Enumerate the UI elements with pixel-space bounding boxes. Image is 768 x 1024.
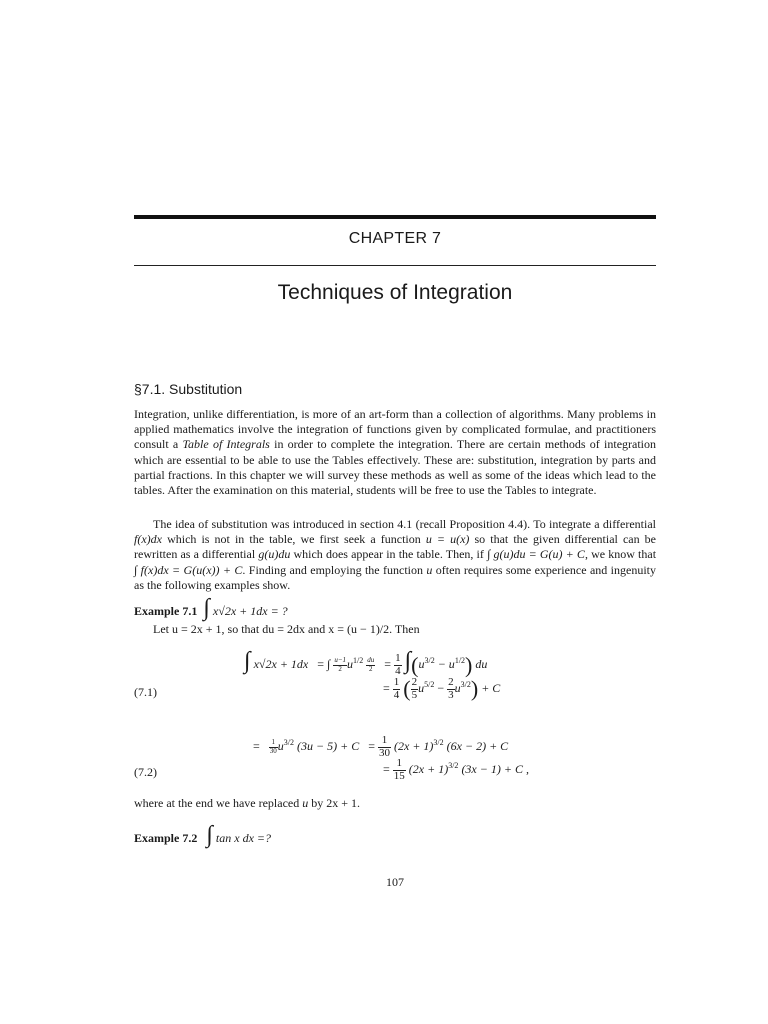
paragraph-substitution (134, 517, 656, 593)
p2-f: . Finding and employing the function (242, 562, 424, 577)
eq71-frac-a: $\frac{u-1}{2}$ (334, 656, 347, 673)
paragraph-intro (134, 407, 656, 498)
section-heading: §7.1. Substitution (134, 381, 243, 397)
eq72-frac-c: $\frac{1}{15}$ (393, 757, 405, 782)
p1-rest: in order to complete the integration. There are certain methods of integration which are essential to be able to use the Tables effectively. These are: substitution, integration by parts and partial fractions. In this chapter we will survey these methods as well as some of the ideas which lead to the tables. After the examination on this material, students will be free to use the Tables to integrate. (134, 437, 657, 498)
chapter-title: Techniques of Integration (277, 281, 513, 304)
example-7-1-let: Let u = 2x + 1, so that du = 2dx and x = (u − 1)/2. Then (153, 622, 420, 636)
eq71-frac-d: $\frac{1}{4}$ (393, 675, 400, 701)
eq72-line2: = $\frac{1}{15}$ $(2x + 1)^{3/2}$ (3x − 1) + C , (383, 757, 529, 782)
p2-int1: ∫ g(u)du = G(u) + C (487, 547, 585, 562)
eq71-frac-b: $\frac{du}{2}$ (367, 656, 375, 673)
integral-sign: ∫ (206, 822, 213, 848)
p2-e: , we know that (584, 547, 657, 562)
after-equation-text: where at the end we have replaced u by 2x + 1. (134, 796, 361, 810)
p2-int2: ∫ f(x)dx = G(u(x)) + C (134, 562, 243, 577)
example-7-1-label: Example 7.1 (134, 604, 198, 618)
eq71-eq-b: = (384, 657, 392, 671)
example-7-1 (134, 596, 288, 620)
example-7-2 (134, 823, 271, 847)
eq72-line1: = $\frac{1}{30}$ $u^{3/2}$ (3u − 5) + C = $\frac{1}{30}$ $(2x + 1)^{3/2}$ (6x − 2) + C (253, 734, 509, 759)
top-rule (134, 215, 656, 219)
integral-sign: ∫ (404, 648, 412, 674)
eq72-frac-a: $\frac{1}{30}$ (269, 738, 277, 755)
example-7-1-integrand: x√2x + 1dx = ? (212, 604, 288, 618)
p2-d: which does appear in the table. Then, if (293, 547, 484, 562)
p2-u: u = u(x) (425, 532, 470, 547)
page-number: 107 (386, 875, 404, 889)
p2-g: often requires some experience and ingenuity as the following examples show. (134, 562, 656, 592)
example-7-2-integrand: tan x dx =? (215, 831, 272, 845)
eq71-frac-c: $\frac{1}{4}$ (395, 652, 401, 677)
p1-table-of-integrals: Table of Integrals (182, 437, 270, 452)
eq72-number: (7.2) (134, 765, 157, 779)
chapter-label: CHAPTER 7 (348, 230, 442, 247)
eq71-lhs: x√2x + 1dx (253, 657, 309, 671)
p2-b: which is not in the table, we first seek a function (167, 532, 421, 547)
chapter-rule (134, 265, 656, 266)
eq71-frac-e: $\frac{2}{5}$ (411, 675, 418, 701)
p2-u2: u (426, 562, 433, 577)
example-7-2-label: Example 7.2 (134, 831, 198, 845)
eq71-line2: = $\frac{1}{4}$ ( $\frac{2}{5}$ $u^{5/2}$ − $\frac{2}{3}$ $u^{3/2}) + C$ (383, 675, 501, 701)
p2-c: so that the given differential can be rewritten as a differential (134, 532, 656, 562)
eq71-eq-a: = ∫ (317, 657, 331, 671)
p1-text: Integration, unlike differentiation, is more of an art-form than a collection of algorithms. Many problems in applied mathematics involve the integration of functions given by complicated formulae, and practitioners consult a (134, 407, 656, 452)
eq71-mid-a: u (347, 657, 354, 671)
p2-gu: g(u)du (258, 547, 291, 562)
eq72-frac-b: $\frac{1}{30}$ (379, 734, 390, 759)
eq71-frac-f: $\frac{2}{3}$ (448, 675, 454, 701)
p2-fx: f(x)dx (134, 532, 162, 547)
integral-sign: ∫ (244, 648, 251, 674)
p2-a: The idea of substitution was introduced in section 4.1 (recall Proposition 4.4). To integrate a differential (153, 517, 656, 531)
eq71-number: (7.1) (134, 685, 157, 699)
eq71-line1: ∫ x√2x + 1dx = ∫ $\frac{u-1}{2}$ $u^{1/2}$ $\frac{du}{2}$ = $\frac{1}{4}$ $\int(u^{3/2} - u^{1/2})$ du (244, 648, 488, 678)
integral-sign: ∫ (203, 595, 210, 621)
